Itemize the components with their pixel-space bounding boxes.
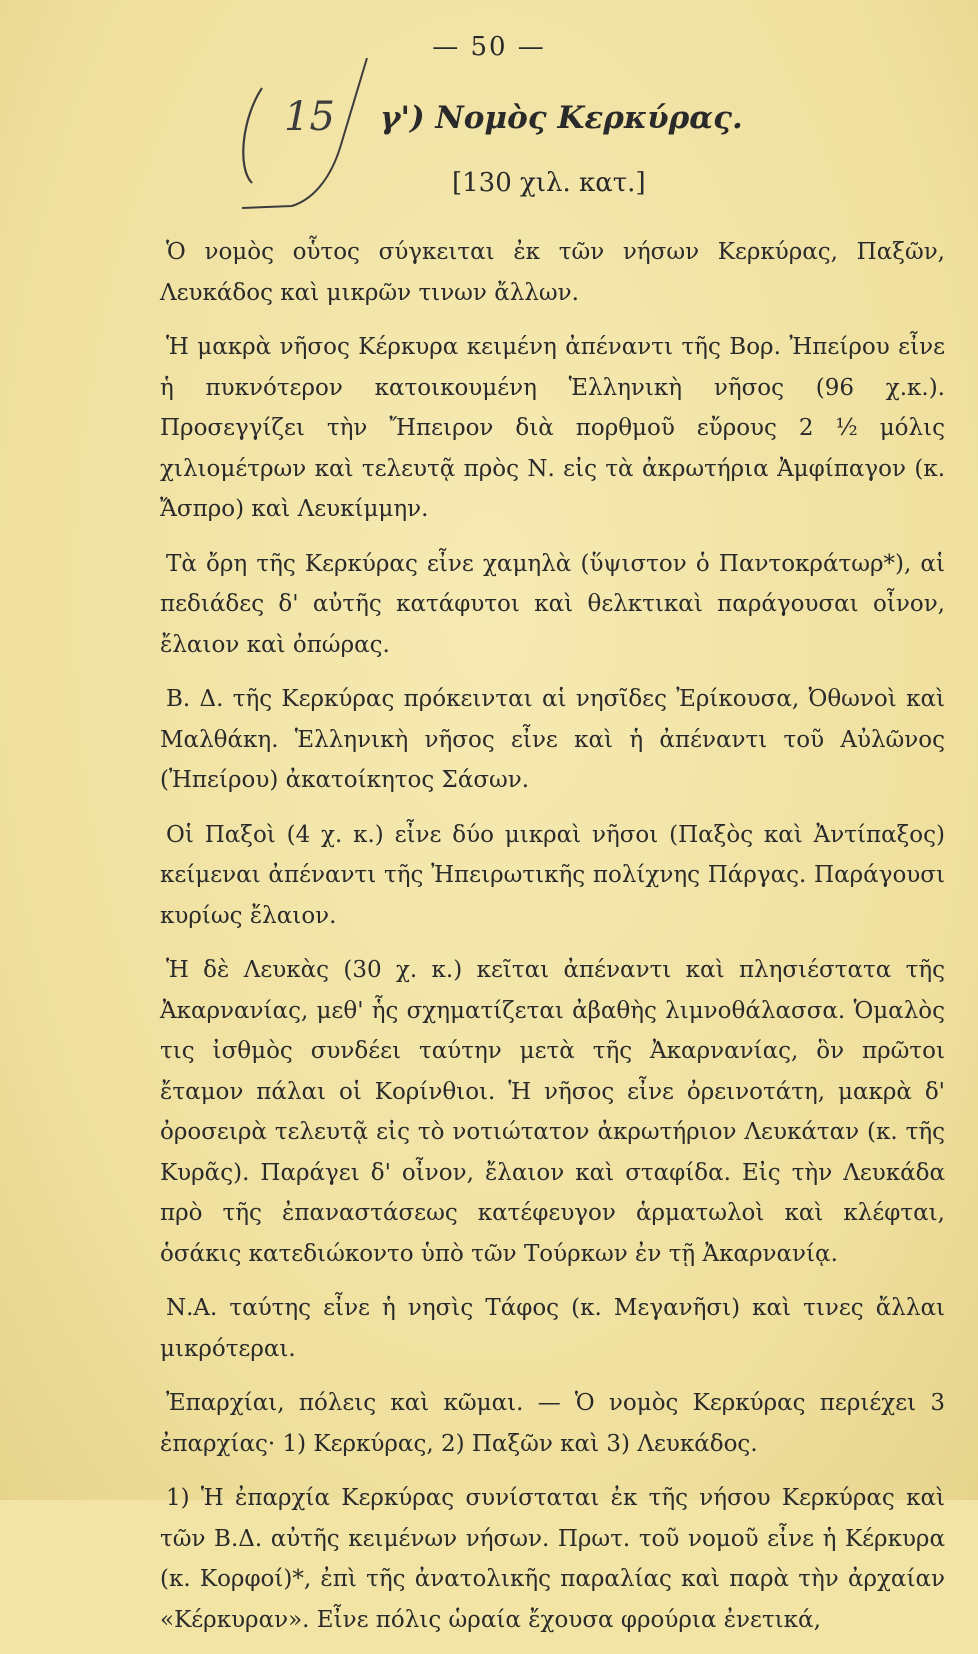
paragraph-paxoi: Οἱ Παξοὶ (4 χ. κ.) εἶνε δύο μικραὶ νῆσοι (Παξὸς καὶ Ἀντίπαξος) κείμεναι ἀπέναντι τῆς Ἠπειρωτικῆς πολίχνης Πάργας. Παράγουσι κυρίως ἔλαιον. [160,821,945,929]
body-text [160,232,945,1654]
paragraph-lefkas: Ἡ δὲ Λευκὰς (30 χ. κ.) κεῖται ἀπέναντι καὶ πλησιέστατα τῆς Ἀκαρνανίας, μεθ' ἧς σχηματίζεται ἀβαθὴς λιμνοθάλασσα. Ὁμαλὸς τις ἰσθμὸς συνδέει ταύτην μετὰ τῆς Ἀκαρνανίας, ὃν πρῶτοι ἔταμον πάλαι οἱ Κορίνθιοι. Ἡ νῆσος εἶνε ὀρεινοτάτη, μακρὰ δ' ὀροσειρὰ τελευτᾷ εἰς τὸ νοτιώτατον ἀκρωτήριον Λευκάταν (κ. τῆς Κυρᾶς). Παράγει δ' οἶνον, ἔλαιον καὶ σταφίδα. Εἰς τὴν Λευκάδα πρὸ τῆς ἐπαναστάσεως κατέφευγον ἁρματωλοὶ καὶ κλέφται, ὁσάκις κατεδιώκοντο ὑπὸ τῶν Τούρκων ἐν τῇ Ἀκαρνανίᾳ. [160,957,945,1267]
paragraph-kerkyra: Ἡ μακρὰ νῆσος Κέρκυρα κειμένη ἀπέναντι τῆς Βορ. Ἠπείρου εἶνε ἡ πυκνότερον κατοικουμένη Ἑλληνικὴ νῆσος (96 χ.κ.). Προσεγγίζει τὴν Ἤπειρον διὰ πορθμοῦ εὔρους 2 ½ μόλις χιλιομέτρων καὶ τελευτᾷ πρὸς Ν. εἰς τὰ ἀκρωτήρια Ἀμφίπαγον (κ. Ἄσπρο) καὶ Λευκίμμην. [160,334,945,522]
paragraph-islets: Β. Δ. τῆς Κερκύρας πρόκεινται αἱ νησῖδες Ἐρίκουσα, Ὀθωνοὶ καὶ Μαλθάκη. Ἑλληνικὴ νῆσος εἶνε καὶ ἡ ἀπέναντι τοῦ Αὐλῶνος (Ἠπείρου) ἀκατοίκητος Σάσων. [160,686,945,793]
paragraph-tafos: Ν.Α. ταύτης εἶνε ἡ νησὶς Τάφος (κ. Μεγανῆσι) καὶ τινες ἄλλαι μικρότεραι. [160,1295,945,1362]
paragraph-eparchies: Ἐπαρχίαι, πόλεις καὶ κῶμαι. — Ὁ νομὸς Κερκύρας περιέχει 3 ἐπαρχίας· 1) Κερκύρας, 2) Παξῶν καὶ 3) Λευκάδος. [160,1390,945,1457]
section-title: γ') Νομὸς Κερκύρας. [380,100,743,136]
section-area: [130 χιλ. κατ.] [452,168,646,198]
paragraph-eparchia-kerkyras: 1) Ἡ ἐπαρχία Κερκύρας συνίσταται ἐκ τῆς νήσου Κερκύρας καὶ τῶν Β.Δ. αὐτῆς κειμένων νήσων. Πρωτ. τοῦ νομοῦ εἶνε ἡ Κέρκυρα (κ. Κορφοί)*, ἐπὶ τῆς ἀνατολικῆς παραλίας καὶ παρὰ τὴν ἀρχαίαν «Κέρκυραν». Εἶνε πόλις ὡραία ἔχουσα φρούρια ἐνετικά, [160,1485,945,1633]
handwritten-annotation-text: 15 [284,94,335,140]
paragraph-mountains: Τὰ ὄρη τῆς Κερκύρας εἶνε χαμηλὰ (ὕψιστον ὁ Παντοκράτωρ*), αἱ πεδιάδες δ' αὐτῆς κατάφυτοι καὶ θελκτικαὶ παράγουσαι οἶνον, ἔλαιον καὶ ὀπώρας. [160,550,945,658]
page-number: — 50 — [432,32,546,62]
handwritten-annotation-mark [222,58,382,218]
paragraph-intro: Ὁ νομὸς οὗτος σύγκειται ἐκ τῶν νήσων Κερκύρας, Παξῶν, Λευκάδος καὶ μικρῶν τινων ἄλλων. [160,239,945,306]
